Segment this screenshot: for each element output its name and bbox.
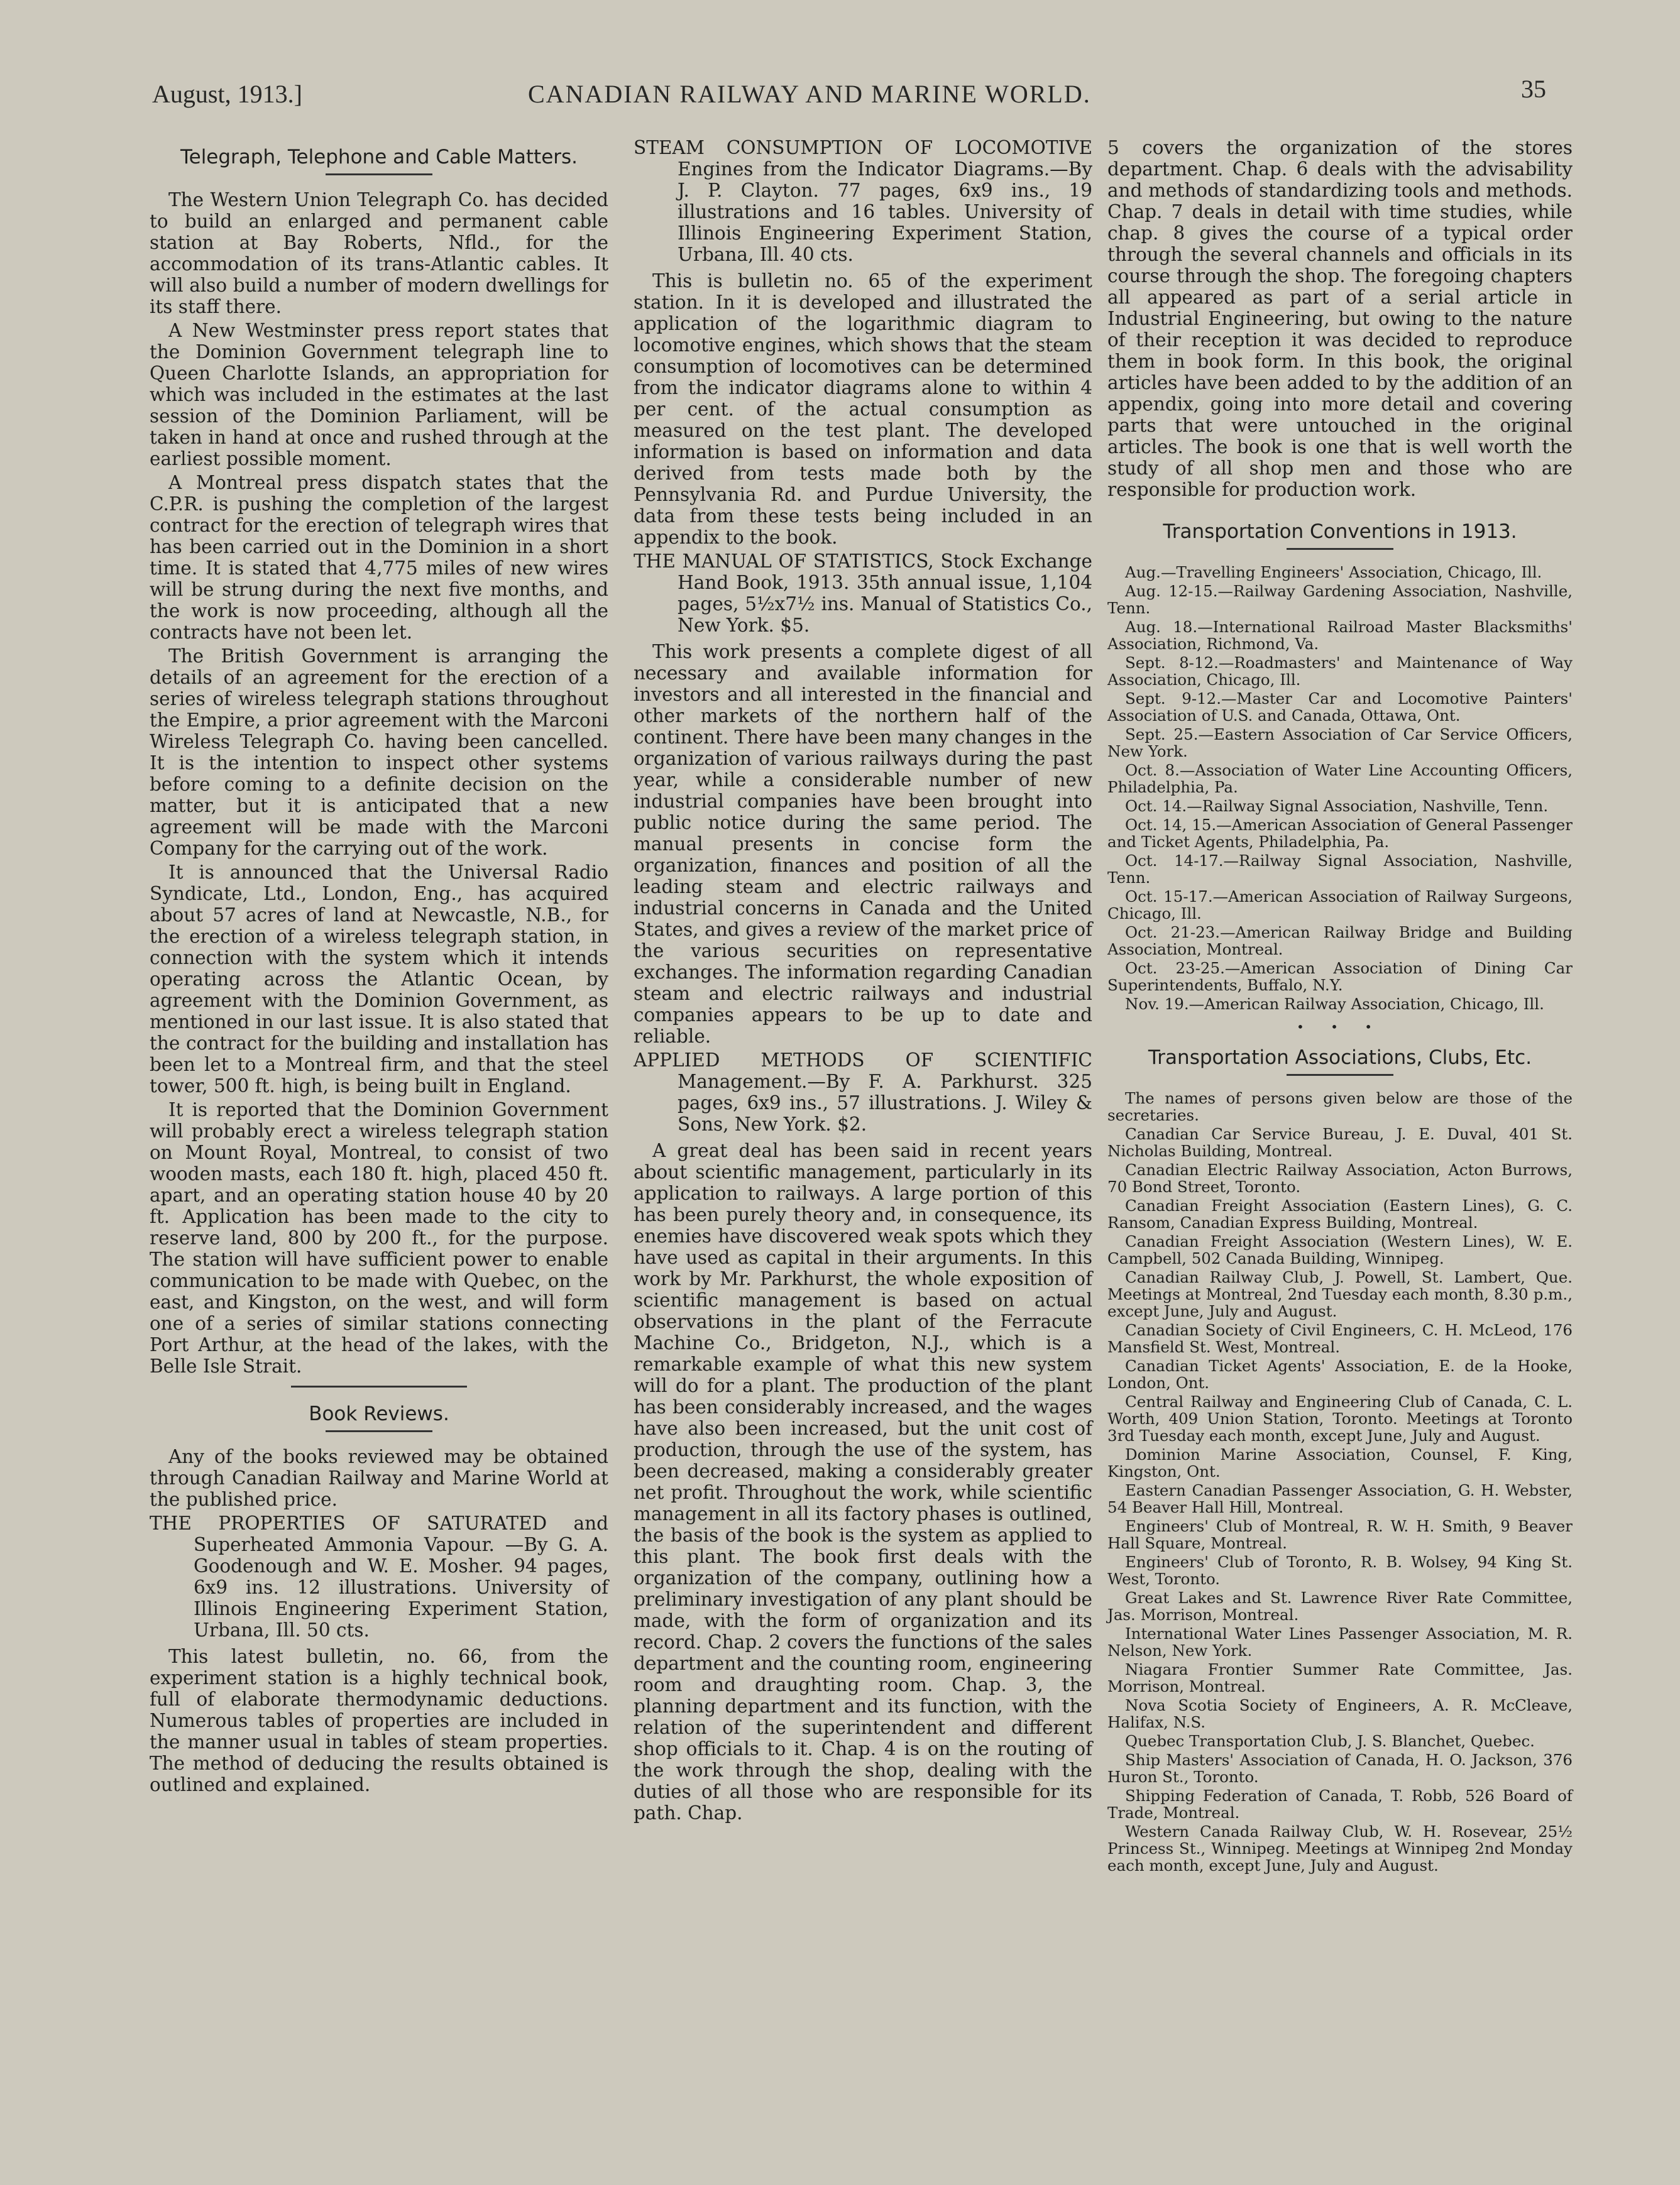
- page-header: [0, 75, 1680, 117]
- list-item: Oct. 14, 15.—American Association of General Passenger and Ticket Agents, Philadelphia, Pa.: [1107, 816, 1573, 851]
- page-number: 35: [1521, 75, 1546, 103]
- list-item: Ship Masters' Association of Canada, H. O. Jackson, 376 Huron St., Toronto.: [1107, 1751, 1573, 1786]
- book-heading: THE PROPERTIES OF SATURATED and Superheated Ammonia Vapour. —By G. A. Goodenough and W. E. Mosher. 94 pages, 6x9 ins. 12 illustrations. University of Illinois Engineering Experiment Station, Urbana, Ill. 50 cts.: [150, 1513, 608, 1641]
- column-1: [150, 137, 608, 1798]
- list-item: Oct. 15-17.—American Association of Railway Surgeons, Chicago, Ill.: [1107, 887, 1573, 923]
- list-item: Sept. 25.—Eastern Association of Car Service Officers, New York.: [1107, 725, 1573, 760]
- list-item: Aug. 12-15.—Railway Gardening Association, Nashville, Tenn.: [1107, 582, 1573, 617]
- section-divider: [326, 173, 432, 175]
- book-review-text: This work presents a complete digest of all necessary and available information for investors and all interested in the financial and other markets of the northern half of the continent. There have been many changes in the organization of various railways during the past year, while a considerable number of new industrial companies have been brought into public notice during the same period. The manual presents in concise form the organization, finances and position of all the leading steam and electric railways and industrial concerns in Canada and the United States, and gives a review of the market price of the various securities on representative exchanges. The information regarding Canadian steam and electric railways and industrial companies appears to be up to date and reliable.: [634, 641, 1092, 1047]
- list-item: Oct. 21-23.—American Railway Bridge and Building Association, Montreal.: [1107, 923, 1573, 958]
- book-review-text: A great deal has been said in recent years about scientific management, particularly in its application to railways. A large portion of this has been purely theory and, in consequence, its enemies have discovered weak spots which they have used as capital in their arguments. In this work by Mr. Parkhurst, the whole exposition of scientific management is based on actual observations in the plant of the Ferracute Machine Co., Bridgeton, N.J., which is a remarkable example of what this new system will do for a plant. The production of the plant has been considerably increased, and the wages have also been increased, but the unit cost of production, through the use of the system, has been decreased, making a considerably greater net profit. Throughout the work, while scientific management in all its factory phases is outlined, the basis of the book is the system as applied to this plant. The book first deals with the organization of the company, outlining how a preliminary investigation of any plant should be made, with the form of organization and its record. Chap. 2 covers the functions of the sales department and the counting room, engineering room and draughting room. Chap. 3, the planning department and its function, with the relation of the superintendent and different shop officials to it. Chap. 4 is on the routing of the work through the shop, dealing with the duties of all those who are responsible for its path. Chap.: [634, 1140, 1092, 1824]
- section-divider: [1287, 1074, 1393, 1076]
- article-paragraph: It is reported that the Dominion Government will probably erect a wireless telegraph station on Mount Royal, Montreal, to consist of two wooden masts, each 180 ft. high, placed 450 ft. apart, and an operating station house 40 by 20 ft. Application has been made to the city to reserve land, 800 by 200 ft., for the purpose. The station will have sufficient power to enable communication to be made with Quebec, on the east, and Kingston, on the west, and will form one of a series of similar stations connecting Port Arthur, at the head of the lakes, with the Belle Isle Strait.: [150, 1099, 608, 1377]
- list-item: International Water Lines Passenger Association, M. R. Nelson, New York.: [1107, 1624, 1573, 1660]
- article-paragraph: A Montreal press dispatch states that the C.P.R. is pushing the completion of the largest contract for the erection of telegraph wires that has been carried out in the Dominion in a short time. It is stated that 4,775 miles of new wires will be strung during the next five months, and the work is now proceeding, although all the contracts have not been let.: [150, 472, 608, 643]
- book-heading: STEAM CONSUMPTION OF LOCOMOTIVE Engines from the Indicator Diagrams.—By J. P. Clayton. 77 pages, 6x9 ins., 19 illustrations and 16 tables. University of Illinois Engineering Experiment Station, Urbana, Ill. 40 cts.: [634, 137, 1092, 265]
- column-3: [1107, 137, 1573, 1876]
- book-heading: THE MANUAL OF STATISTICS, Stock Exchange Hand Book, 1913. 35th annual issue, 1,104 pages, 5½x7½ ins. Manual of Statistics Co., New York. $5.: [634, 550, 1092, 636]
- book-reviews-intro: Any of the books reviewed may be obtained through Canadian Railway and Marine World at the published price.: [150, 1446, 608, 1510]
- list-item: Canadian Freight Association (Western Lines), W. E. Campbell, 502 Canada Building, Winnipeg.: [1107, 1232, 1573, 1268]
- list-item: Oct. 14.—Railway Signal Association, Nashville, Tenn.: [1125, 797, 1549, 815]
- telegraph-section-title: Telegraph, Telephone and Cable Matters.: [180, 146, 578, 168]
- list-item: Engineers' Club of Montreal, R. W. H. Smith, 9 Beaver Hall Square, Montreal.: [1107, 1517, 1573, 1552]
- associations-list: [1107, 1090, 1573, 1874]
- list-item: Central Railway and Engineering Club of Canada, C. L. Worth, 409 Union Station, Toronto. Meetings at Toronto 3rd Tuesday each month, except June, July and August.: [1107, 1393, 1573, 1445]
- list-item: Canadian Freight Association (Eastern Lines), G. C. Ransom, Canadian Express Building, Montreal.: [1107, 1197, 1573, 1232]
- list-item: Canadian Railway Club, J. Powell, St. Lambert, Que. Meetings at Montreal, 2nd Tuesday each month, 8.30 p.m., except June, July and August.: [1107, 1268, 1573, 1320]
- book-review-text: This is bulletin no. 65 of the experiment station. In it is developed and illustrated the application of the logarithmic diagram to locomotive engines, which shows that the steam consumption of locomotives can be determined from the indicator diagrams alone to within 4 per cent. of the actual consumption as measured on the test plant. The developed information is based on information and data derived from tests made both by the Pennsylvania Rd. and Purdue University, the data from these tests being included in an appendix to the book.: [634, 270, 1092, 548]
- list-item: Nov. 19.—American Railway Association, Chicago, Ill.: [1125, 995, 1544, 1013]
- list-item: Oct. 23-25.—American Association of Dining Car Superintendents, Buffalo, N.Y.: [1107, 959, 1573, 994]
- list-item: Oct. 8.—Association of Water Line Accounting Officers, Philadelphia, Pa.: [1107, 761, 1573, 796]
- column-2: [634, 137, 1092, 1826]
- book-reviews-title: Book Reviews.: [309, 1403, 449, 1425]
- list-item: Shipping Federation of Canada, T. Robb, 526 Board of Trade, Montreal.: [1107, 1787, 1573, 1822]
- list-item: Eastern Canadian Passenger Association, G. H. Webster, 54 Beaver Hall Hill, Montreal.: [1107, 1481, 1573, 1516]
- section-divider: [1287, 548, 1393, 550]
- article-paragraph: It is announced that the Universal Radio Syndicate, Ltd., London, Eng., has acquired about 57 acres of land at Newcastle, N.B., for the erection of a wireless telegraph station, in connection with the system which it intends operating across the Atlantic Ocean, by agreement with the Dominion Government, as mentioned in our last issue. It is also stated that the contract for the building and installation has been let to a Montreal firm, and that the steel tower, 500 ft. high, is being built in England.: [150, 862, 608, 1097]
- list-item: Oct. 14-17.—Railway Signal Association, Nashville, Tenn.: [1107, 852, 1573, 887]
- list-item: Great Lakes and St. Lawrence River Rate Committee, Jas. Morrison, Montreal.: [1107, 1589, 1573, 1624]
- book-heading: APPLIED METHODS OF SCIENTIFIC Management.—By F. A. Parkhurst. 325 pages, 6x9 ins., 57 illustrations. J. Wiley & Sons, New York. $2.: [634, 1049, 1092, 1135]
- list-item: Engineers' Club of Toronto, R. B. Wolsey, 94 King St. West, Toronto.: [1107, 1553, 1573, 1588]
- article-paragraph: The British Government is arranging the details of an agreement for the erection of a series of wireless telegraph stations throughout the Empire, a prior agreement with the Marconi Wireless Telegraph Co. having been cancelled. It is the intention to inspect other systems before coming to a definite decision on the matter, but it is anticipated that a new agreement will be made with the Marconi Company for the carrying out of the work.: [150, 645, 608, 859]
- list-item: Nova Scotia Society of Engineers, A. R. McCleave, Halifax, N.S.: [1107, 1696, 1573, 1731]
- section-divider: [326, 1430, 432, 1432]
- list-intro: The names of persons given below are those of the secretaries.: [1107, 1089, 1573, 1124]
- book-review-continued: 5 covers the organization of the stores department. Chap. 6 deals with the advisability and methods of standardizing tools and methods. Chap. 7 deals in detail with time studies, while chap. 8 gives the course of a typical order through the several channels and officials in its course through the shop. The foregoing chapters all appeared as part of a serial article in Industrial Engineering, but owing to the nature of their reception it was decided to reproduce them in book form. In this book, the original articles have been added to by the addition of an appendix, going into more detail and covering parts that were untouched in the original articles. The book is one that is well worth the study of all shop men and those who are responsible for production work.: [1107, 137, 1573, 500]
- publication-title: CANADIAN RAILWAY AND MARINE WORLD.: [528, 80, 1091, 108]
- article-paragraph: A New Westminster press report states that the Dominion Government telegraph line to Queen Charlotte Islands, an appropriation for which was included in the estimates at the last session of the Dominion Parliament, will be taken in hand at once and rushed through at the earliest possible moment.: [150, 320, 608, 469]
- list-item: Canadian Car Service Bureau, J. E. Duval, 401 St. Nicholas Building, Montreal.: [1107, 1125, 1573, 1160]
- list-item: Aug.—Travelling Engineers' Association, Chicago, Ill.: [1125, 563, 1542, 581]
- list-item: Canadian Electric Railway Association, Acton Burrows, 70 Bond Street, Toronto.: [1107, 1161, 1573, 1196]
- list-item: Sept. 8-12.—Roadmasters' and Maintenance of Way Association, Chicago, Ill.: [1107, 654, 1573, 689]
- list-item: Sept. 9-12.—Master Car and Locomotive Painters' Association of U.S. and Canada, Ottawa, Ont.: [1107, 689, 1573, 725]
- list-item: Canadian Ticket Agents' Association, E. de la Hooke, London, Ont.: [1107, 1357, 1573, 1392]
- conventions-title: Transportation Conventions in 1913.: [1163, 520, 1517, 543]
- list-item: Quebec Transportation Club, J. S. Blanchet, Quebec.: [1125, 1732, 1535, 1750]
- ornament-divider: • • •: [1296, 1019, 1384, 1034]
- conventions-list: [1107, 564, 1573, 1012]
- list-item: Aug. 18.—International Railroad Master Blacksmiths' Association, Richmond, Va.: [1107, 618, 1573, 653]
- list-item: Dominion Marine Association, Counsel, F. King, Kingston, Ont.: [1107, 1445, 1573, 1481]
- list-item: Western Canada Railway Club, W. H. Rosevear, 25½ Princess St., Winnipeg. Meetings at Winnipeg 2nd Monday each month, except June, July and August.: [1107, 1822, 1573, 1875]
- list-item: Canadian Society of Civil Engineers, C. H. McLeod, 176 Mansfield St. West, Montreal.: [1107, 1321, 1573, 1356]
- book-review-text: This latest bulletin, no. 66, from the experiment station is a highly technical book, full of elaborate thermodynamic deductions. Numerous tables of properties are included in the manner usual in tables of steam properties. The method of deducing the results obtained is outlined and explained.: [150, 1646, 608, 1795]
- list-item: Niagara Frontier Summer Rate Committee, Jas. Morrison, Montreal.: [1107, 1660, 1573, 1695]
- article-paragraph: The Western Union Telegraph Co. has decided to build an enlarged and permanent cable station at Bay Roberts, Nfld., for the accommodation of its trans-Atlantic cables. It will also build a number of modern dwellings for its staff there.: [150, 189, 608, 317]
- issue-date: August, 1913.]: [152, 80, 302, 108]
- section-divider: [291, 1386, 467, 1388]
- associations-title: Transportation Associations, Clubs, Etc.: [1148, 1046, 1532, 1069]
